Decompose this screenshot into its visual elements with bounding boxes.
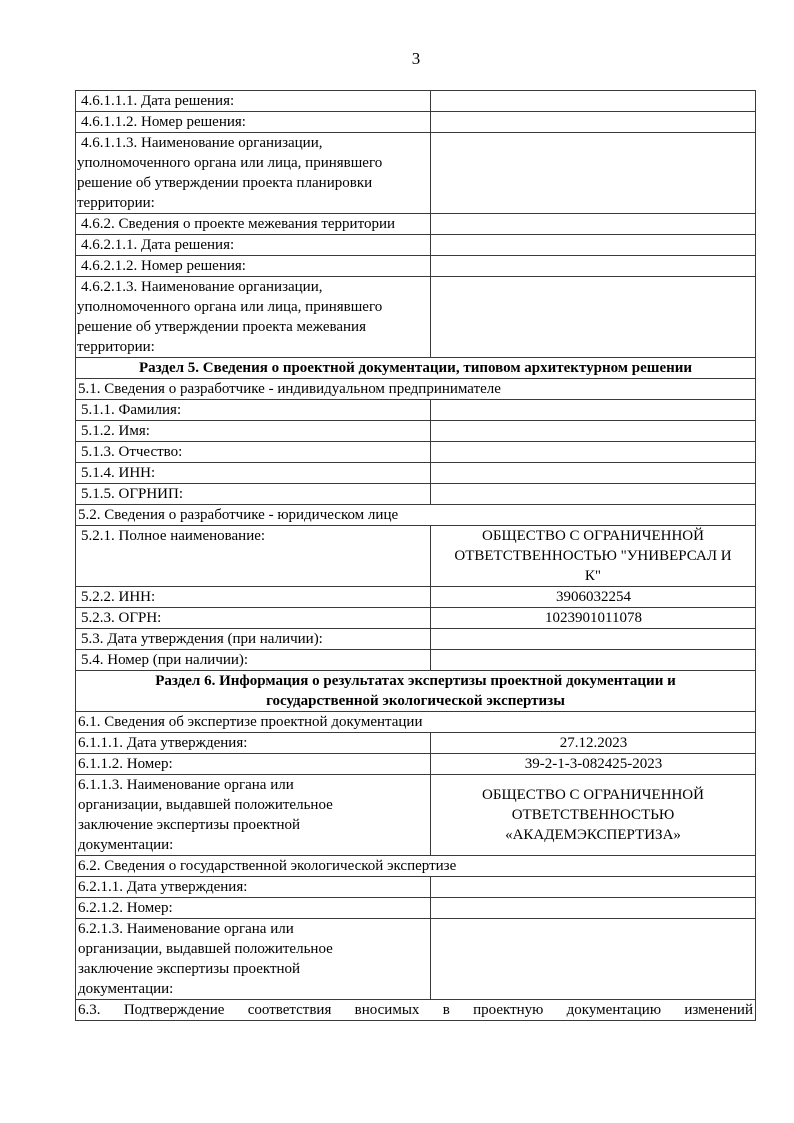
field-label: 5.2.2. ИНН: (76, 587, 431, 608)
table-row (76, 277, 756, 358)
field-value (431, 214, 756, 235)
subsection-row (76, 505, 756, 526)
field-label: 6.1.1.2. Номер: (76, 754, 431, 775)
subsection-row (76, 856, 756, 877)
expertise-number: 39-2-1-3-082425-2023 (431, 754, 756, 775)
field-label: 5.4. Номер (при наличии): (76, 650, 431, 671)
subsection-row (76, 1000, 756, 1021)
declaration-form-table (75, 90, 756, 1021)
field-label: 6.2.1.3. Наименование органа или организации, выдавшей положительное заключение экспертизы проектной документации: (76, 919, 431, 1000)
field-label: 5.2.1. Полное наименование: (76, 526, 431, 587)
table-row (76, 256, 756, 277)
table-row (76, 650, 756, 671)
field-label: 4.6.2. Сведения о проекте межевания территории (76, 214, 431, 235)
field-value (431, 400, 756, 421)
table-row (76, 400, 756, 421)
field-value (431, 463, 756, 484)
field-label: 5.3. Дата утверждения (при наличии): (76, 629, 431, 650)
subsection-label: 5.1. Сведения о разработчике - индивидуальном предпринимателе (76, 379, 756, 400)
field-label: 4.6.2.1.3. Наименование организации, уполномоченного органа или лица, принявшего решение об утверждении проекта межевания территории: (76, 277, 431, 358)
table-row (76, 484, 756, 505)
table-row (76, 775, 756, 856)
field-value (431, 919, 756, 1000)
table-row (76, 754, 756, 775)
developer-inn: 3906032254 (431, 587, 756, 608)
field-label: 5.1.4. ИНН: (76, 463, 431, 484)
table-row (76, 235, 756, 256)
table-row (76, 214, 756, 235)
subsection-label: 6.2. Сведения о государственной экологической экспертизе (76, 856, 756, 877)
section-header-row (76, 671, 756, 712)
section-header-row (76, 358, 756, 379)
table-row (76, 421, 756, 442)
table-row (76, 587, 756, 608)
table-row (76, 526, 756, 587)
page-number: 3 (411, 49, 421, 68)
field-label: 5.1.3. Отчество: (76, 442, 431, 463)
field-value (431, 256, 756, 277)
subsection-label: 5.2. Сведения о разработчике - юридическом лице (76, 505, 756, 526)
table-row (76, 91, 756, 112)
field-value (431, 112, 756, 133)
table-row (76, 877, 756, 898)
field-label: 5.1.5. ОГРНИП: (76, 484, 431, 505)
field-label: 4.6.1.1.2. Номер решения: (76, 112, 431, 133)
field-value (431, 898, 756, 919)
section-6-heading: Раздел 6. Информация о результатах экспертизы проектной документации и государственной экологической экспертизы (76, 671, 756, 712)
field-label: 6.1.1.1. Дата утверждения: (76, 733, 431, 754)
field-label: 6.1.1.3. Наименование органа или организации, выдавшей положительное заключение экспертизы проектной документации: (76, 775, 431, 856)
field-value (431, 421, 756, 442)
subsection-row (76, 712, 756, 733)
subsection-label: 6.1. Сведения об экспертизе проектной документации (76, 712, 756, 733)
field-value (431, 277, 756, 358)
field-value (431, 877, 756, 898)
subsection-row (76, 379, 756, 400)
field-label: 4.6.1.1.3. Наименование организации, уполномоченного органа или лица, принявшего решение об утверждении проекта планировки территории: (76, 133, 431, 214)
table-row (76, 608, 756, 629)
table-row (76, 463, 756, 484)
table-row (76, 629, 756, 650)
field-label: 6.2.1.1. Дата утверждения: (76, 877, 431, 898)
field-value (431, 484, 756, 505)
developer-full-name: ОБЩЕСТВО С ОГРАНИЧЕННОЙ ОТВЕТСТВЕННОСТЬЮ "УНИВЕРСАЛ И К" (431, 526, 756, 587)
subsection-label: 6.3. Подтверждение соответствия вносимых в проектную документацию изменений (76, 1000, 756, 1021)
field-value (431, 650, 756, 671)
field-label: 6.2.1.2. Номер: (76, 898, 431, 919)
table-row (76, 919, 756, 1000)
field-value (431, 91, 756, 112)
field-label: 5.2.3. ОГРН: (76, 608, 431, 629)
field-label: 5.1.1. Фамилия: (76, 400, 431, 421)
section-5-heading: Раздел 5. Сведения о проектной документации, типовом архитектурном решении (76, 358, 756, 379)
field-label: 4.6.2.1.1. Дата решения: (76, 235, 431, 256)
expertise-date: 27.12.2023 (431, 733, 756, 754)
field-label: 5.1.2. Имя: (76, 421, 431, 442)
field-label: 4.6.1.1.1. Дата решения: (76, 91, 431, 112)
field-value (431, 235, 756, 256)
table-row (76, 133, 756, 214)
field-value (431, 133, 756, 214)
field-value (431, 442, 756, 463)
table-row (76, 733, 756, 754)
developer-ogrn: 1023901011078 (431, 608, 756, 629)
table-row (76, 898, 756, 919)
table-row (76, 112, 756, 133)
field-label: 4.6.2.1.2. Номер решения: (76, 256, 431, 277)
field-value (431, 629, 756, 650)
expertise-organization: ОБЩЕСТВО С ОГРАНИЧЕННОЙ ОТВЕТСТВЕННОСТЬЮ «АКАДЕМЭКСПЕРТИЗА» (431, 775, 756, 856)
table-row (76, 442, 756, 463)
